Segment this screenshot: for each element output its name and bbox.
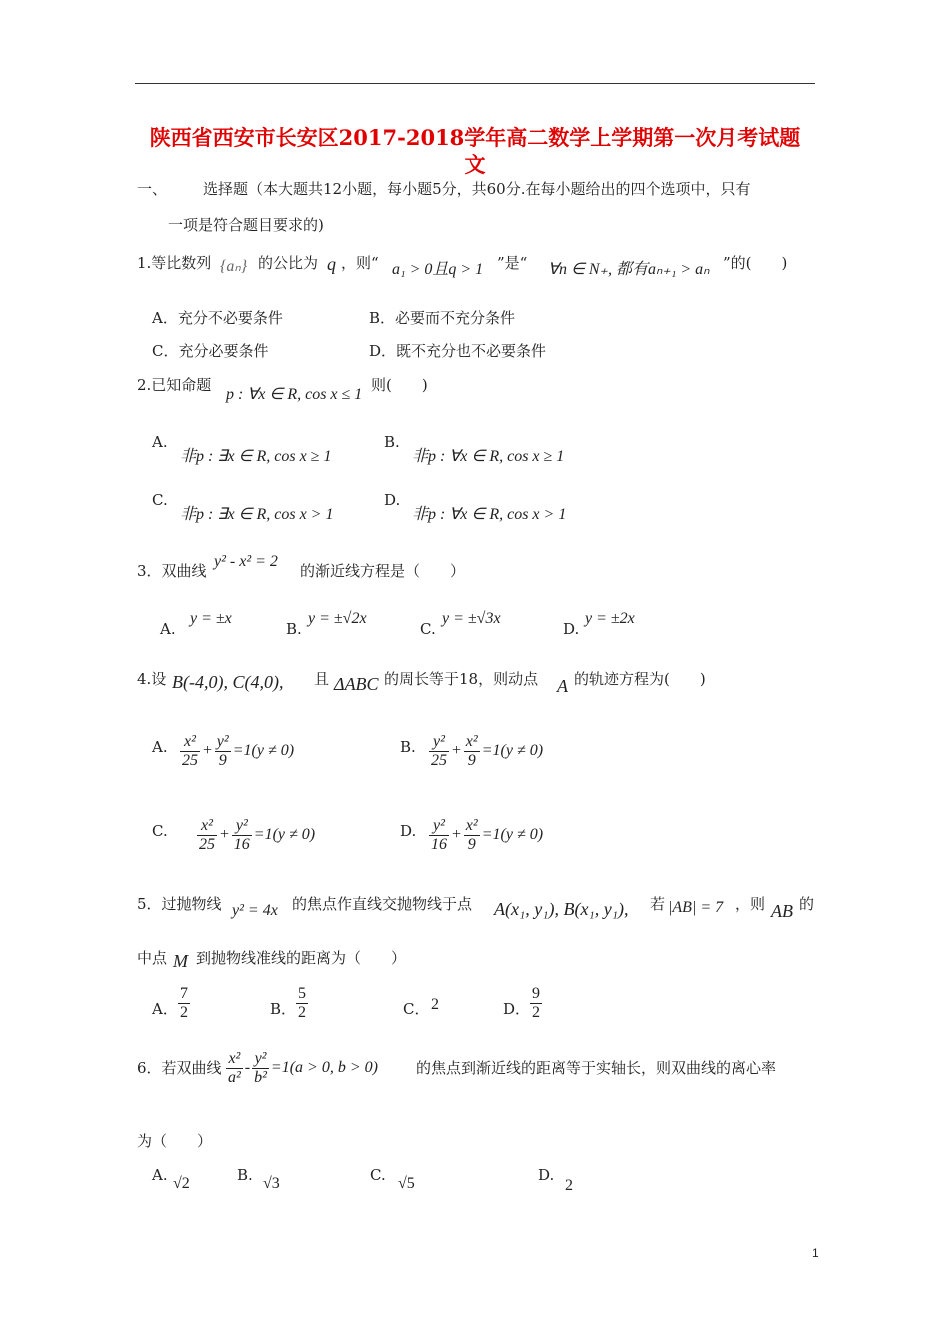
q6-option-b-label: B. [237,1166,253,1184]
q1-q: q [327,254,336,274]
q4-points: B(-4,0), C(4,0), [172,672,284,692]
q3-option-b-label: B. [286,620,302,638]
q5-option-b-label: B． [270,1000,297,1018]
q5-line2-a: 中点 [137,949,168,967]
q6-option-a: √2 [173,1175,190,1192]
q5-midpoint: M [173,951,188,971]
q5-option-a: $\frac{7}{2}$ [180,985,188,1021]
q2-option-a-label: A. [152,433,168,451]
q1-option-c: C．充分必要条件 [152,342,269,360]
q5-suffix: 的 [799,895,815,913]
q2-option-b-label: B. [384,433,400,451]
document-title [135,124,815,178]
q2-option-d-label: D. [384,491,401,509]
q2-suffix: 则( ) [371,376,428,394]
q5-option-b: $\frac{5}{2}$ [298,985,306,1021]
q2-option-c: 非p : ∃x ∈ R, cos x > 1 [180,506,334,523]
q3-option-c-label: C. [420,620,436,638]
q2-option-b: 非p : ∀x ∈ R, cos x ≥ 1 [412,448,565,465]
q4-option-c: $\frac{\text{x²}}{25}$ + $\frac{\text{y²}}{16}$ =1(y ≠ 0) [199,817,316,853]
q4-suffix: 的轨迹方程为( ) [574,670,706,688]
q4-mid1: 且 [314,670,330,688]
q3-option-a-label: A. [160,620,176,638]
q1-cond2: ∀n ∈ N₊, 都有aₙ₊₁ > aₙ [548,261,710,278]
q5-option-c: 2 [431,996,439,1013]
q6-option-a-label: A. [152,1166,168,1184]
q4-option-a: $\frac{\text{x²}}{25}$ + $\frac{\text{y²}}{9}$ =1(y ≠ 0) [182,733,295,769]
q2-prefix: 2.已知命题 [137,376,212,394]
title-line-2: 文 [464,152,486,177]
section-number: 一、 [137,180,168,198]
q1-cond1: a₁ > 0且q > 1 [392,261,484,278]
q1-option-d: D．既不充分也不必要条件 [369,342,547,360]
q6-option-d-label: D. [538,1166,555,1184]
q5-mid1: 的焦点作直线交抛物线于点 [292,895,473,913]
q6-prefix: 6．若双曲线 [137,1059,222,1077]
q4-option-b-label: B. [400,738,416,756]
q6-option-c-label: C. [370,1166,386,1184]
q5-option-c-label: C． [403,1000,430,1018]
q5-length: |AB| = 7 [668,899,724,916]
q5-option-d: $\frac{9}{2}$ [532,985,540,1021]
page-number: 1 [812,1246,819,1260]
q1-sequence: {aₙ} [220,258,248,275]
q4-option-c-label: C. [152,822,168,840]
header-rule [135,83,815,84]
q4-option-d: $\frac{\text{y²}}{16}$ + $\frac{\text{x²}}{9}$ =1(y ≠ 0) [431,817,544,853]
q1-suffix: ”的( ) [723,254,788,272]
q3-option-b: y = ±√2x [308,610,367,627]
q6-equation: $\frac{\text{x²}}{\text{a²}}$ - $\frac{\text{y²}}{\text{b²}}$ =1(a > 0, b > 0) [228,1050,378,1086]
q5-ab: AB [771,901,793,921]
q1-option-b: B．必要而不充分条件 [369,309,516,327]
q5-mid2: 若 [650,895,666,913]
q5-mid3: ，则 [735,895,766,913]
q3-prefix: 3．双曲线 [137,562,207,580]
q4-point-a: A [557,676,568,696]
q5-prefix: 5．过抛物线 [137,895,222,913]
q5-line2-b: 到抛物线准线的距离为（ ） [196,949,407,967]
q1-mid2: ，则“ [341,254,379,272]
q4-option-b: $\frac{\text{y²}}{25}$ + $\frac{\text{x²}}{9}$ =1(y ≠ 0) [431,733,544,769]
q2-option-c-label: C. [152,491,168,509]
q4-triangle: ΔABC [334,674,379,694]
section-heading: 选择题（本大题共12小题，每小题5分，共60分.在每小题给出的四个选项中，只有 [203,180,751,198]
q3-equation: y² - x² = 2 [214,553,278,570]
q3-option-d-label: D. [563,620,580,638]
q1-mid3: ”是“ [497,254,528,272]
q1-option-a: A．充分不必要条件 [152,309,283,327]
q2-proposition: p : ∀x ∈ R, cos x ≤ 1 [226,386,363,403]
q4-mid2: 的周长等于18，则动点 [384,670,539,688]
q6-option-c: √5 [398,1175,415,1192]
q2-option-a: 非p : ∃x ∈ R, cos x ≥ 1 [180,448,332,465]
q6-suffix: 的焦点到渐近线的距离等于实轴长，则双曲线的离心率 [416,1059,777,1077]
q4-option-d-label: D. [400,822,417,840]
q5-option-d-label: D． [503,1000,531,1018]
q4-prefix: 4.设 [137,670,167,688]
q1-mid1: 的公比为 [258,254,319,272]
section-heading-cont: 一项是符合题目要求的) [168,216,324,234]
q4-option-a-label: A. [152,738,168,756]
q6-option-d: 2 [565,1177,573,1194]
q6-line2: 为（ ） [137,1132,213,1150]
q6-option-b: √3 [263,1175,280,1192]
q5-points: A(x₁, y₁), B(x₁, y₁), [494,899,629,919]
q3-option-a: y = ±x [190,610,232,627]
q3-option-d: y = ±2x [585,610,635,627]
title-line-1: 陕西省西安市长安区2017-2018学年高二数学上学期第一次月考试题 [149,125,801,150]
q2-option-d: 非p : ∀x ∈ R, cos x > 1 [412,506,567,523]
q1-prefix: 1.等比数列 [137,254,212,272]
q3-option-c: y = ±√3x [442,610,501,627]
q5-option-a-label: A． [152,1000,178,1018]
q3-suffix: 的渐近线方程是（ ） [300,562,466,580]
q5-equation: y² = 4x [232,902,278,919]
